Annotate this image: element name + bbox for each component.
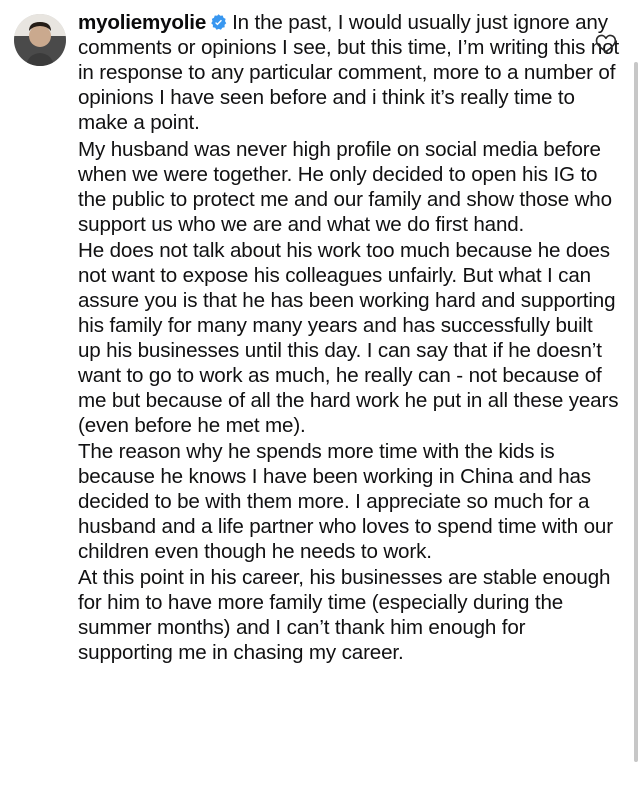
- comment-first-paragraph: [78, 10, 620, 135]
- like-button[interactable]: [594, 30, 622, 58]
- verified-badge-icon: [209, 13, 228, 32]
- heart-outline-icon: [594, 30, 620, 56]
- avatar[interactable]: [14, 14, 66, 66]
- comment-paragraph-2: My husband was never high profile on social media before when we were together. He only decided to open his IG to the public to protect me and our family and show those who support us who we are and what we do first hand.: [78, 138, 612, 237]
- comment-row: [0, 10, 640, 666]
- comment-paragraph-4: The reason why he spends more time with the kids is because he knows I have been working in China and has decided to be with them more. I appreciate so much for a husband and a life partner who loves to spend time with our children even though he needs to work.: [78, 440, 613, 564]
- comment-paragraph-3: He does not talk about his work too much because he does not want to expose his colleagues unfairly. But what I can assure you is that he has been working hard and supporting his family for many many years and has successfully built up his businesses until this day. I can say that if he doesn’t want to go to work as much, he really can - not because of me but because of all the hard work he put in all these years (even before he met me).: [78, 239, 619, 438]
- username-link[interactable]: myoliemyolie: [78, 11, 207, 34]
- scrollbar-thumb[interactable]: [634, 62, 638, 762]
- comment-text-1: In the past, I would usually just ignore any comments or opinions I see, but this time, I’m writing this not in response to any particular comment, more to a number of opinions I have seen before and i think it’s really time to make a point.: [78, 11, 620, 135]
- comment-paragraph-5: At this point in his career, his businesses are stable enough for him to have more family time (especially during the summer months) and I can’t thank him enough for supporting me in chasing my career.: [78, 566, 611, 665]
- comment-body: [78, 10, 626, 666]
